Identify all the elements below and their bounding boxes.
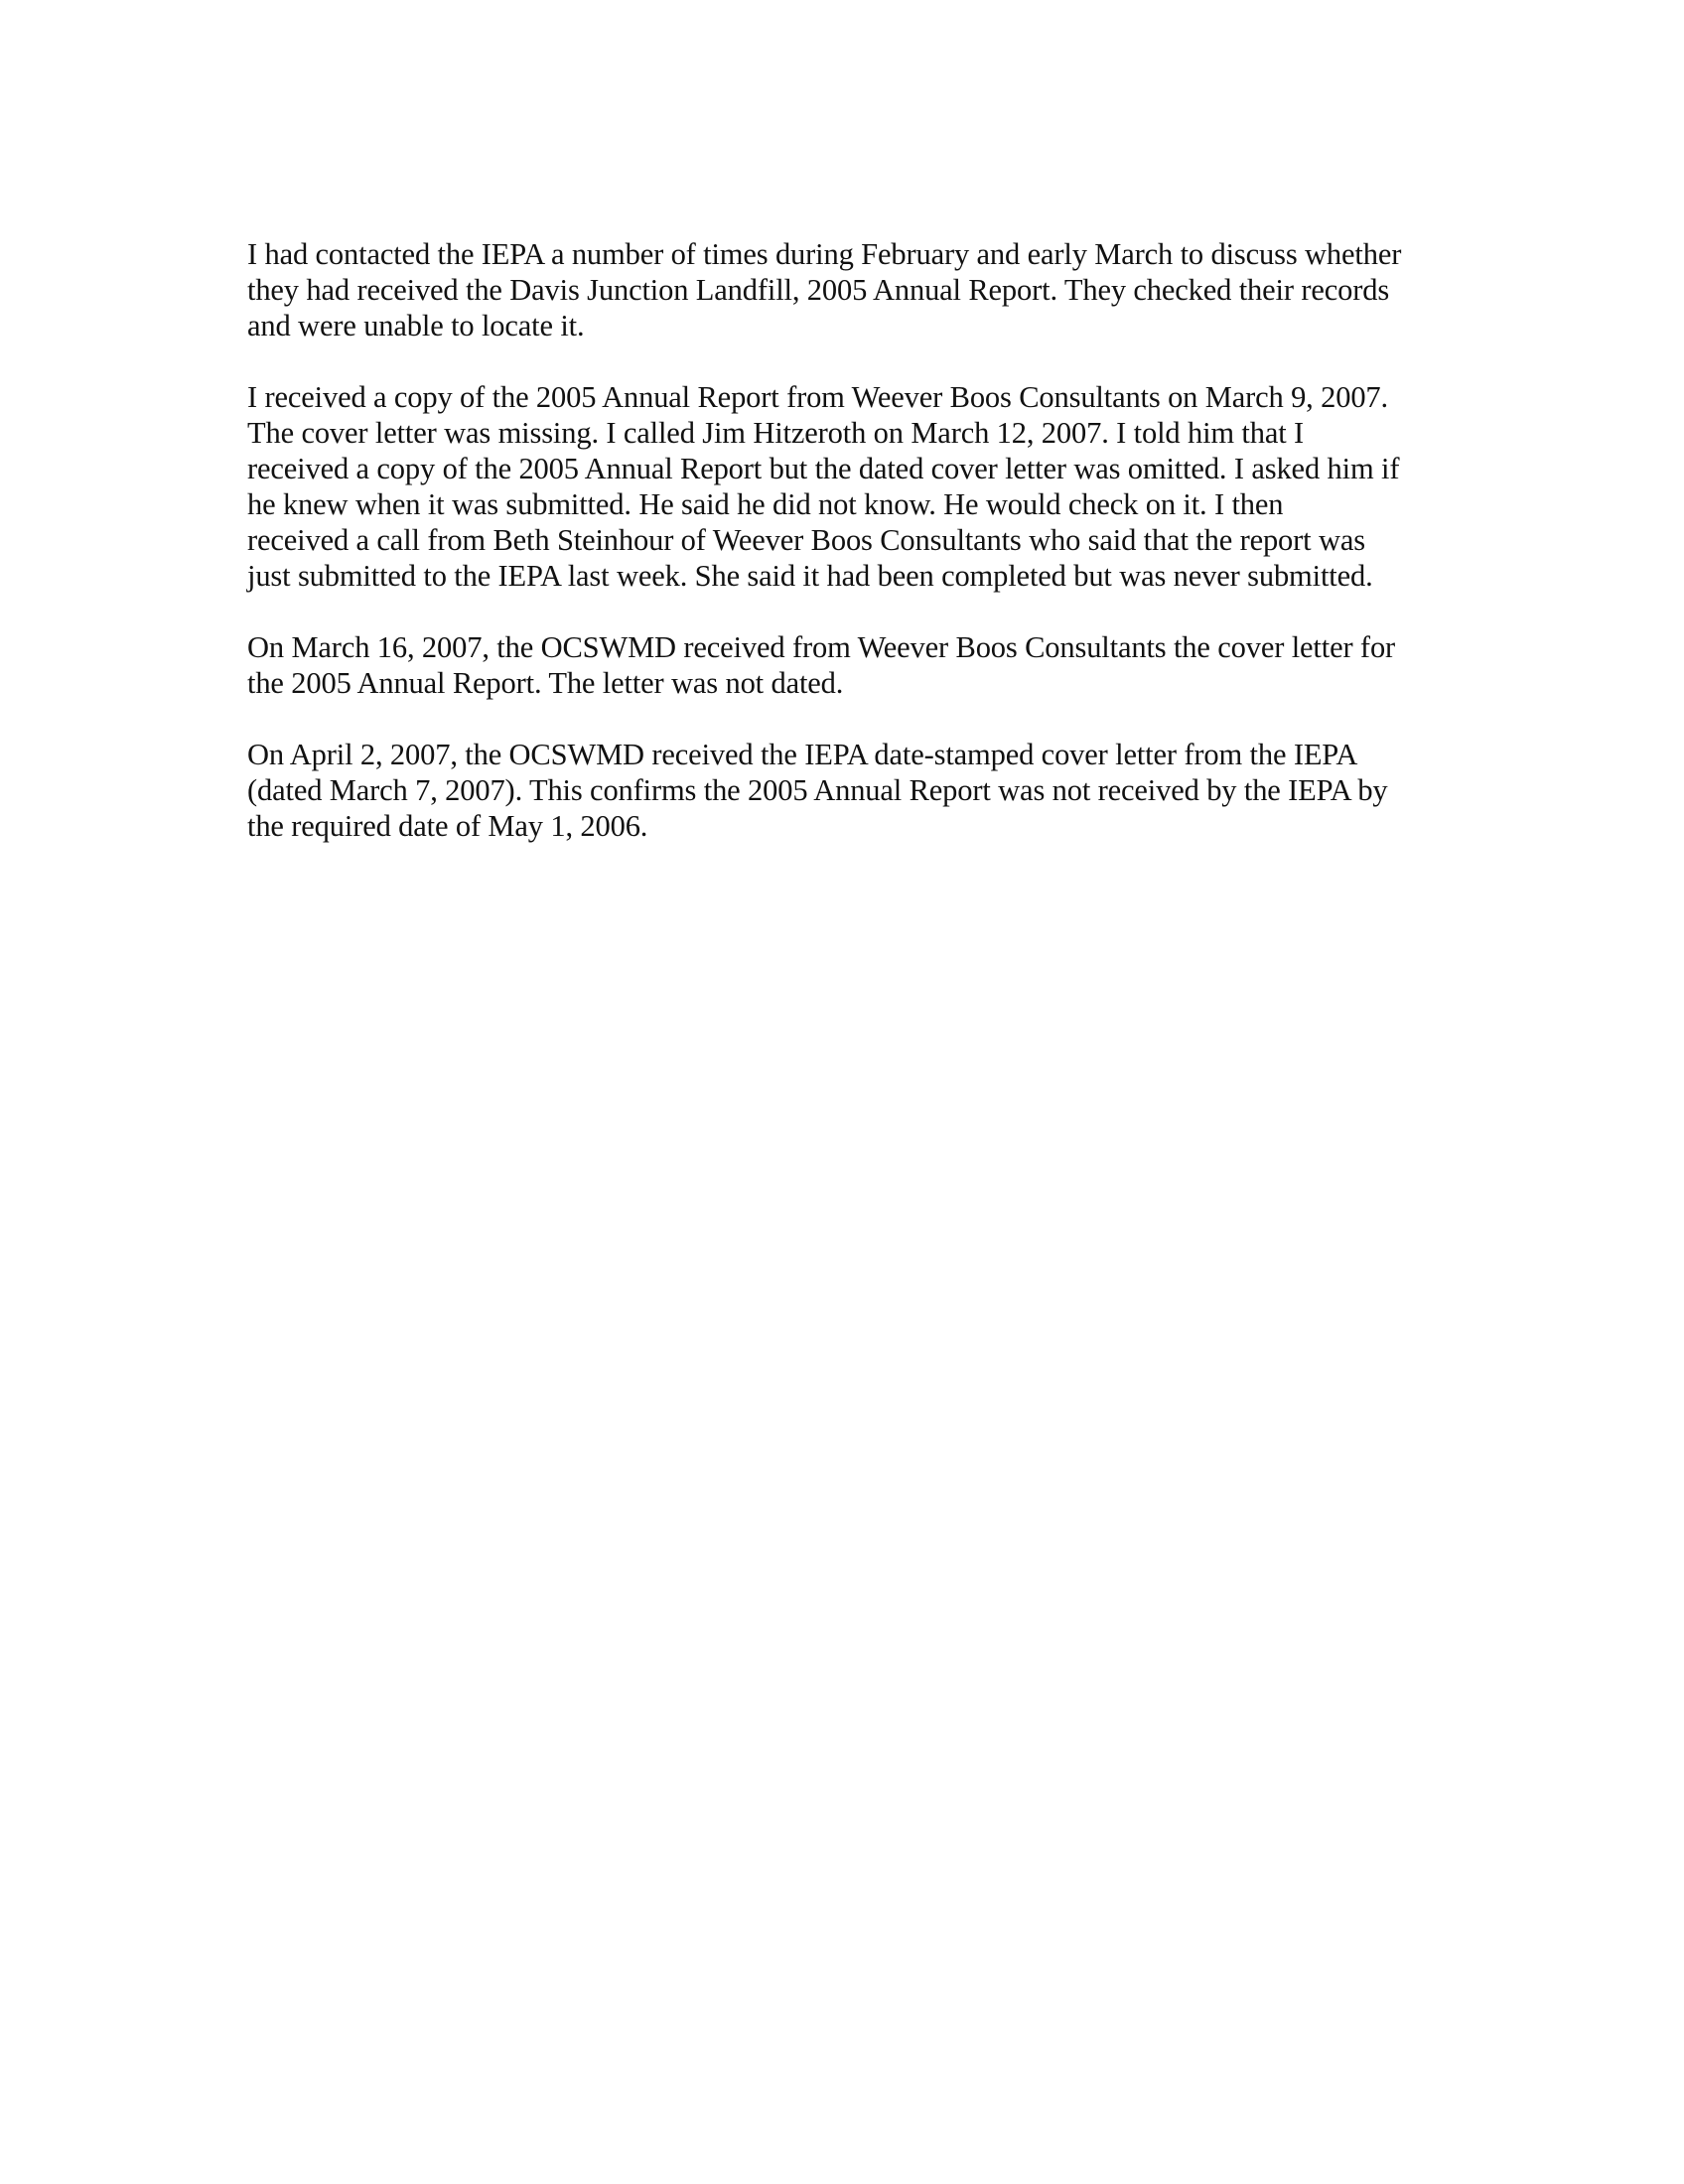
text-line: the 2005 Annual Report. The letter was not dated. xyxy=(247,666,844,700)
text-line: they had received the Davis Junction Landfill, 2005 Annual Report. They checked their records xyxy=(247,273,1390,307)
text-line: received a call from Beth Steinhour of Weever Boos Consultants who said that the report was xyxy=(247,523,1365,557)
text-line: just submitted to the IEPA last week. She said it had been completed but was never submitted. xyxy=(247,559,1373,593)
paragraph-iepa-contact xyxy=(247,236,1474,343)
text-line: he knew when it was submitted. He said he did not know. He would check on it. I then xyxy=(247,487,1284,521)
text-line: I received a copy of the 2005 Annual Report from Weever Boos Consultants on March 9, 2007. xyxy=(247,380,1389,414)
text-line: On April 2, 2007, the OCSWMD received the IEPA date-stamped cover letter from the IEPA xyxy=(247,738,1358,771)
paragraph-cover-letter xyxy=(247,629,1474,701)
text-line: the required date of May 1, 2006. xyxy=(247,809,648,843)
paragraph-date-stamped-letter xyxy=(247,737,1474,844)
text-line: received a copy of the 2005 Annual Report but the dated cover letter was omitted. I asked him if xyxy=(247,452,1400,485)
text-line: (dated March 7, 2007). This confirms the 2005 Annual Report was not received by the IEPA by xyxy=(247,773,1388,807)
paragraph-report-received xyxy=(247,379,1474,594)
text-line: The cover letter was missing. I called Jim Hitzeroth on March 12, 2007. I told him that I xyxy=(247,416,1305,450)
text-line: I had contacted the IEPA a number of times during February and early March to discuss whether xyxy=(247,237,1402,271)
document-body xyxy=(247,236,1474,880)
text-line: and were unable to locate it. xyxy=(247,309,585,342)
text-line: On March 16, 2007, the OCSWMD received from Weever Boos Consultants the cover letter for xyxy=(247,630,1396,664)
